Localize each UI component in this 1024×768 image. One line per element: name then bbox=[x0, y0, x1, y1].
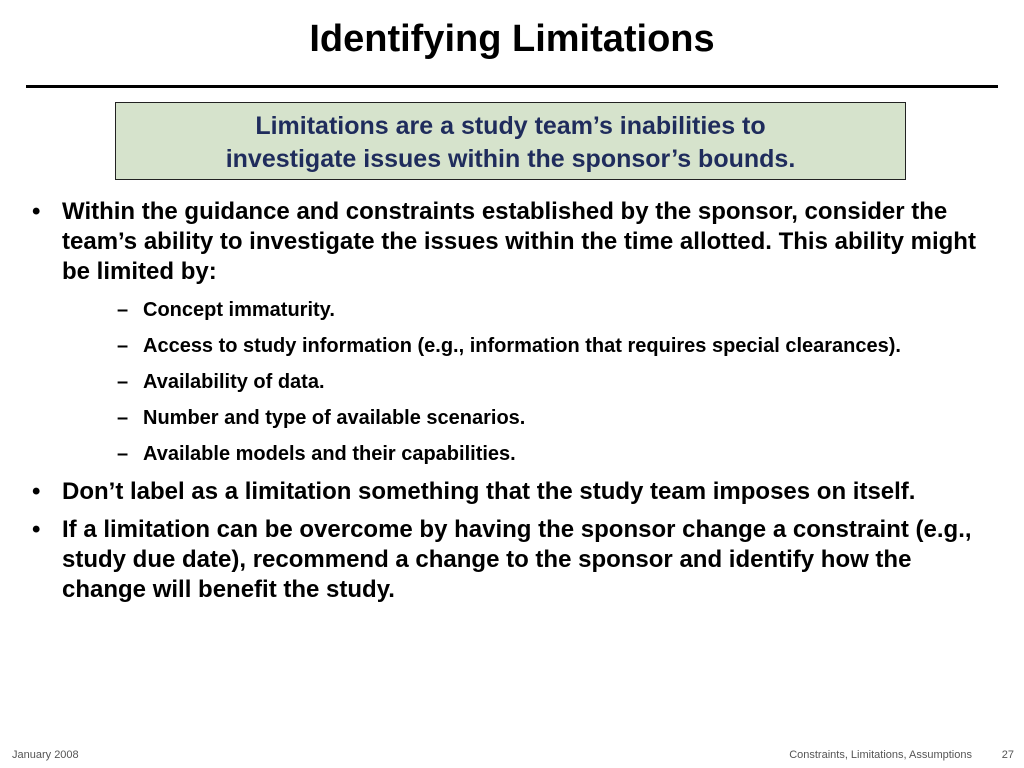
sub-bullet-item bbox=[62, 369, 982, 396]
bullet-text: Within the guidance and constraints established by the sponsor, consider the team’s ability to investigate the issues within the time allotted. This ability might be limited by: bbox=[62, 198, 976, 285]
sub-bullet-item bbox=[62, 405, 982, 432]
bullet-text: If a limitation can be overcome by having the sponsor change a constraint (e.g., study due date), recommend a change to the sponsor and identify how the change will benefit the study. bbox=[62, 516, 972, 603]
dash-marker: – bbox=[117, 335, 129, 357]
sub-bullet-item bbox=[62, 333, 982, 360]
sub-bullet-list bbox=[62, 297, 982, 468]
sub-bullet-text: Available models and their capabilities. bbox=[143, 443, 516, 465]
dash-marker: – bbox=[117, 371, 129, 393]
bullet-item bbox=[32, 477, 982, 507]
dash-marker: – bbox=[117, 407, 129, 429]
dash-marker: – bbox=[117, 443, 129, 465]
bullet-list bbox=[32, 197, 982, 613]
bullet-item bbox=[32, 515, 982, 605]
sub-bullet-text: Concept immaturity. bbox=[143, 299, 335, 321]
sub-bullet-text: Availability of data. bbox=[143, 371, 325, 393]
footer-date: January 2008 bbox=[12, 749, 79, 761]
sub-bullet-text: Access to study information (e.g., information that requires special clearances). bbox=[143, 335, 901, 357]
bullet-item bbox=[32, 197, 982, 468]
slide-title: Identifying Limitations bbox=[309, 18, 715, 60]
footer-topic: Constraints, Limitations, Assumptions bbox=[789, 749, 972, 761]
bullet-text: Don’t label as a limitation something that the study team imposes on itself. bbox=[62, 478, 916, 505]
title-divider bbox=[26, 85, 998, 88]
bullet-marker: • bbox=[32, 516, 41, 543]
bullet-marker: • bbox=[32, 478, 41, 505]
definition-callout bbox=[115, 102, 906, 180]
callout-line-2: investigate issues within the sponsor’s bounds. bbox=[225, 145, 796, 173]
sub-bullet-item bbox=[62, 297, 982, 324]
sub-bullet-item bbox=[62, 441, 982, 468]
page-number: 27 bbox=[1001, 749, 1014, 761]
callout-line-1: Limitations are a study team’s inabilities to bbox=[255, 112, 766, 140]
dash-marker: – bbox=[117, 299, 129, 321]
sub-bullet-text: Number and type of available scenarios. bbox=[143, 407, 526, 429]
bullet-marker: • bbox=[32, 198, 41, 225]
